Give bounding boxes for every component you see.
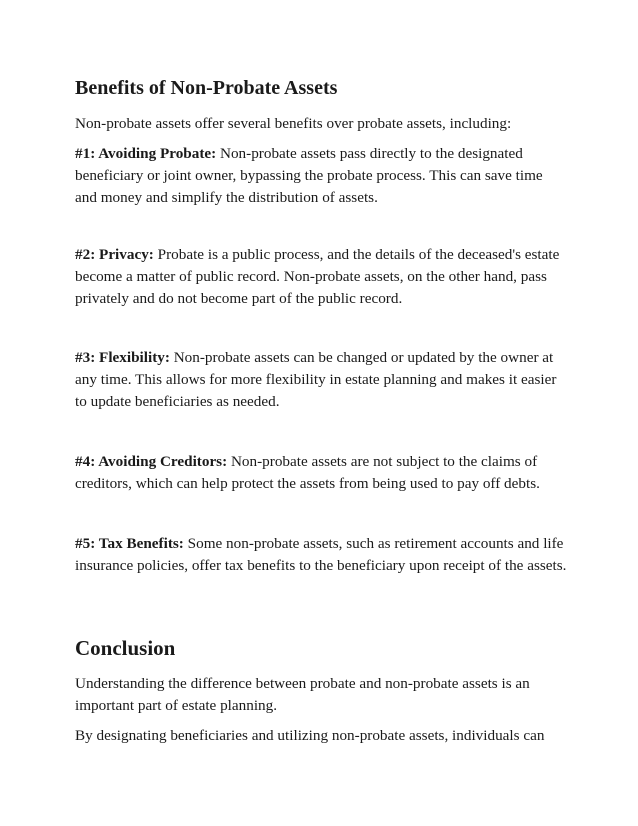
benefit-2-text: Probate is a public process, and the details of the deceased's estate become a matter of public record. Non-probate assets, on the other hand, pass privately and do not become part of the public record.	[75, 246, 560, 307]
benefit-5-label: #5: Tax Benefits:	[75, 535, 184, 552]
benefit-1-label: #1: Avoiding Probate:	[75, 145, 217, 162]
conclusion-title: Conclusion	[75, 636, 176, 660]
benefit-1-text: Non-probate assets pass directly to the designated beneficiary or joint owner, bypassing the probate process. This can save time and money and simplify the distribution of assets.	[75, 145, 543, 206]
section-title: Benefits of Non-Probate Assets	[75, 77, 338, 99]
benefit-5-paragraph	[75, 533, 567, 577]
benefit-4-text: Non-probate assets are not subject to the claims of creditors, which can help protect the assets from being used to pay off debts.	[75, 453, 540, 492]
benefit-2-paragraph	[75, 244, 567, 310]
benefit-3-label: #3: Flexibility:	[75, 349, 170, 366]
benefit-2-label: #2: Privacy:	[75, 246, 154, 263]
benefit-4-paragraph	[75, 451, 567, 495]
conclusion-paragraph-2: By designating beneficiaries and utilizing non-probate assets, individuals can	[75, 727, 545, 744]
benefit-4-label: #4: Avoiding Creditors:	[75, 453, 228, 470]
benefit-5-text: Some non-probate assets, such as retirement accounts and life insurance policies, offer tax benefits to the beneficiary upon receipt of the assets.	[75, 535, 567, 574]
conclusion-paragraph-1: Understanding the difference between probate and non-probate assets is an important part of estate planning.	[75, 675, 530, 714]
benefit-1-paragraph	[75, 143, 567, 209]
benefit-3-text: Non-probate assets can be changed or updated by the owner at any time. This allows for more flexibility in estate planning and makes it easier to update beneficiaries as needed.	[75, 349, 557, 410]
benefit-3-paragraph	[75, 347, 567, 413]
intro-paragraph: Non-probate assets offer several benefits over probate assets, including:	[75, 115, 512, 132]
